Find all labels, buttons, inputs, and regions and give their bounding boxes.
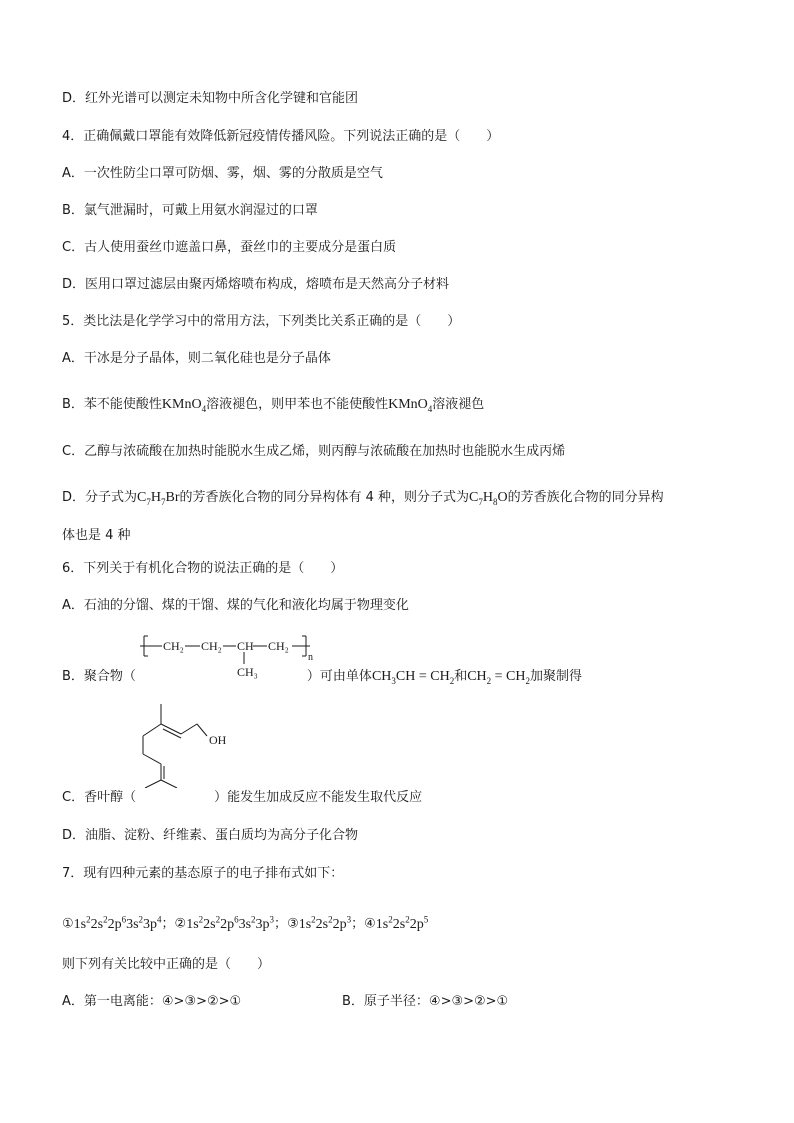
electron-config-3: $③1s^22s^22p^3$； [287,914,365,932]
ethene-formula: $CH_2 = CH_2$ [467,669,530,686]
q5-option-d-cont: 体也是 4 种 [62,528,131,543]
q5-option-d: D．分子式为$C_7H_7Br$的芳香族化合物的同分异构体有 4 种，则分子式为$C_7H_8O$的芳香族化合物的同分异构 [62,490,664,507]
q4-option-a: A．一次性防尘口罩可防烟、雾，烟、雾的分散质是空气 [62,166,383,181]
poly-n-subscript: n [308,652,313,663]
question-4-stem: 4．正确佩戴口罩能有效降低新冠疫情传播风险。下列说法正确的是（ ） [62,129,500,144]
poly-group-4: CH₂ [268,639,289,653]
q4-option-c: C．古人使用蚕丝巾遮盖口鼻，蚕丝巾的主要成分是蛋白质 [62,240,397,255]
q3-option-d: D．红外光谱可以测定未知物中所含化学键和官能团 [62,91,359,106]
c7h8o-formula: $C_7H_8O$ [469,490,508,507]
question-6-stem: 6．下列关于有机化合物的说法正确的是（ ） [62,561,344,576]
q6-option-c: C．香叶醇（ ）能发生加成反应不能发生取代反应 [62,790,423,805]
kmno4-formula: KMnO$_4$ [388,397,433,414]
q4-option-d: D．医用口罩过滤层由聚丙烯熔喷布构成，熔喷布是天然高分子材料 [62,277,450,292]
electron-config-2: $②1s^22s^22p^63s^23p^3$； [174,914,288,932]
poly-group-1: CH₂ [163,639,184,653]
kmno4-formula: KMnO$_4$ [161,397,207,414]
poly-methyl: CH₃ [237,665,258,679]
hydroxyl-label: OH [209,733,227,747]
q6-option-d: D．油脂、淀粉、纤维素、蛋白质均为高分子化合物 [62,828,359,843]
propene-formula: $CH_3CH = CH_2$ [371,669,455,686]
q7-option-a: A．第一电离能：④>③>②>① [62,994,242,1009]
q5-option-b: B．苯不能使酸性KMnO$_4$溶液褪色，则甲苯也不能使酸性KMnO$_4$溶液褪色 [62,397,485,414]
q6-option-b: B．聚合物（ ）可由单体$CH_3CH = CH_2$和$CH_2 = CH_2$加聚制得 [62,669,583,686]
q5-option-a: A．干冰是分子晶体，则二氧化硅也是分子晶体 [62,351,331,366]
q6-option-a: A．石油的分馏、煤的干馏、煤的气化和液化均属于物理变化 [62,598,409,613]
c7h7br-formula: $C_7H_7Br$ [137,490,180,507]
geraniol-structure [125,700,245,788]
question-7-stem: 7．现有四种元素的基态原子的电子排布式如下： [62,866,344,881]
poly-group-3: CH [237,639,254,653]
q7-option-b: B．原子半径：④>③>②>① [342,994,509,1009]
electron-config-1: $①1s^22s^22p^63s^23p^4$； [62,914,175,932]
poly-group-2: CH₂ [201,639,222,653]
q4-option-b: B．氯气泄漏时，可戴上用氨水润湿过的口罩 [62,203,318,218]
electron-config-4: $④1s^22s^22p^5$ [364,914,429,932]
question-5-stem: 5．类比法是化学学习中的常用方法，下列类比关系正确的是（ ） [62,314,461,329]
electron-configurations [62,910,428,934]
q7-question: 则下列有关比较中正确的是（ ） [62,957,271,972]
q5-option-c: C．乙醇与浓硫酸在加热时能脱水生成乙烯，则丙醇与浓硫酸在加热时也能脱水生成丙烯 [62,444,566,459]
